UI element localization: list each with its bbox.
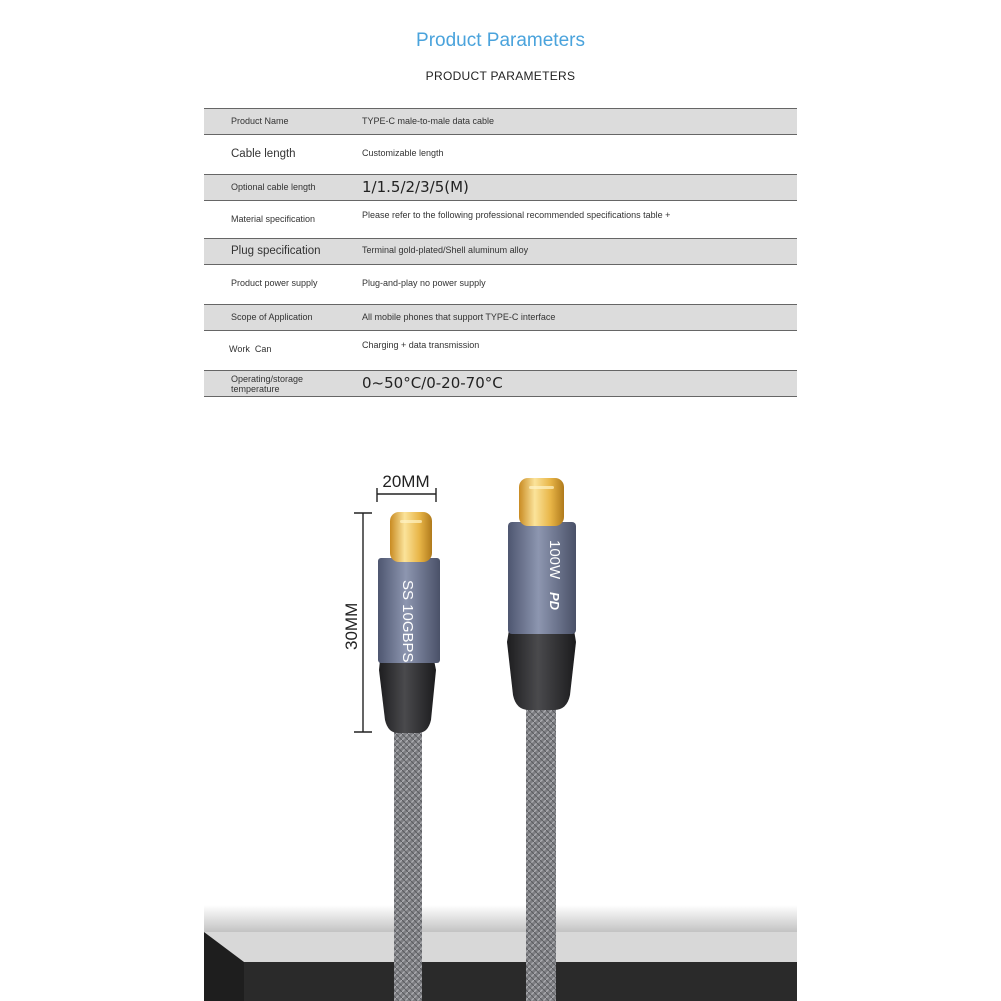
param-label: Plug specification: [231, 245, 321, 257]
param-value: Plug-and-play no power supply: [362, 278, 486, 288]
right-plug-label: 100W: [546, 540, 563, 580]
param-value: Customizable length: [362, 148, 444, 158]
width-label: 20MM: [382, 472, 430, 491]
param-value: 1/1.5/2/3/5(M): [362, 178, 469, 196]
param-row-product-name: [204, 108, 797, 135]
param-row-plug-spec: [204, 238, 797, 265]
param-label: Work Can: [229, 344, 272, 354]
param-row-temperature: [204, 370, 797, 397]
param-row-power-supply: [204, 265, 797, 305]
param-label: Material specification: [231, 214, 316, 224]
param-value: TYPE-C male-to-male data cable: [362, 116, 495, 126]
param-label: Scope of Application: [231, 312, 313, 322]
param-label: Product Name: [231, 116, 289, 126]
param-row-cable-length: [204, 135, 797, 175]
param-row-material: [204, 201, 797, 239]
param-value: 0~50°C/0-20-70°C: [362, 374, 503, 392]
param-row-work: [204, 331, 797, 371]
left-plug-label: SS 10GBPS: [399, 580, 416, 663]
height-label: 30MM: [342, 602, 361, 650]
param-value: Charging + data transmission: [362, 340, 480, 350]
pd-badge: PD: [547, 592, 562, 611]
param-label: Cable length: [231, 148, 296, 160]
param-value: All mobile phones that support TYPE-C interface: [362, 312, 556, 322]
param-value: Terminal gold-plated/Shell aluminum alloy: [362, 245, 529, 255]
param-value: Please refer to the following professional recommended specifications table +: [362, 210, 671, 220]
param-row-optional-length: [204, 174, 797, 201]
height-dimension: [342, 513, 372, 732]
page-title: Product Parameters: [416, 30, 585, 51]
param-label: Optional cable length: [231, 182, 316, 192]
display-base: [204, 905, 797, 1001]
param-label: Operating/storage temperature: [231, 374, 304, 394]
width-dimension: [377, 472, 436, 502]
param-row-scope: [204, 304, 797, 331]
product-image: [204, 410, 797, 1001]
param-label: Product power supply: [231, 278, 318, 288]
page-subtitle: PRODUCT PARAMETERS: [425, 69, 576, 83]
